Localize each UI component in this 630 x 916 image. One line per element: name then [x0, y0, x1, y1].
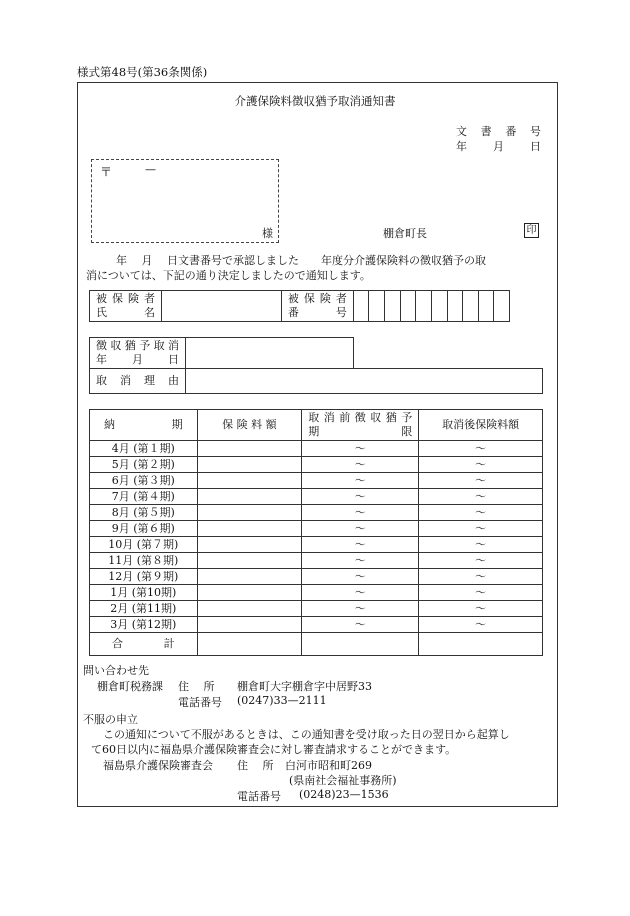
before-cell[interactable]: 〜: [302, 521, 419, 537]
header-premium: 保 険 料 額: [197, 410, 302, 441]
contact-phone: (0247)33—2111: [237, 694, 327, 707]
insured-number-digit[interactable]: [369, 291, 385, 322]
total-label: 合 計: [90, 633, 198, 656]
after-cell[interactable]: 〜: [419, 601, 543, 617]
cancel-date-field[interactable]: [186, 338, 354, 369]
total-after[interactable]: [419, 633, 543, 656]
insured-number-digit[interactable]: [494, 291, 510, 322]
before-cell[interactable]: 〜: [302, 489, 419, 505]
insured-number-digit[interactable]: [447, 291, 463, 322]
before-cell[interactable]: 〜: [302, 537, 419, 553]
table-row: [90, 537, 543, 553]
period-cell: 5月 (第２期): [90, 457, 198, 473]
postal-dash: —: [145, 163, 156, 176]
insured-number-digit[interactable]: [431, 291, 447, 322]
period-cell: 1月 (第10期): [90, 585, 198, 601]
after-cell[interactable]: 〜: [419, 521, 543, 537]
premium-cell[interactable]: [197, 569, 302, 585]
period-cell: 7月 (第４期): [90, 489, 198, 505]
form-number: 様式第48号(第36条関係): [77, 65, 208, 79]
after-cell[interactable]: 〜: [419, 489, 543, 505]
premium-cell[interactable]: [197, 537, 302, 553]
issuer-name: 棚倉町長: [383, 227, 427, 240]
cancel-date-label: 徴収猶予取消 年 月 日: [90, 338, 186, 369]
period-cell: 8月 (第５期): [90, 505, 198, 521]
cancel-reason-label: 取 消 理 由: [90, 369, 186, 394]
table-row: [90, 585, 543, 601]
premium-cell[interactable]: [197, 553, 302, 569]
table-row: [90, 569, 543, 585]
total-before[interactable]: [302, 633, 419, 656]
before-cell[interactable]: 〜: [302, 617, 419, 633]
after-cell[interactable]: 〜: [419, 553, 543, 569]
after-cell[interactable]: 〜: [419, 457, 543, 473]
contact-address: 棚倉町大字棚倉字中居野33: [237, 680, 372, 693]
header-deferral-deadline: 取消前徴収猶予 期 限: [302, 410, 419, 441]
period-cell: 9月 (第６期): [90, 521, 198, 537]
contact-phone-label: 電話番号: [178, 696, 222, 709]
premium-cell[interactable]: [197, 585, 302, 601]
recipient-suffix: 様: [262, 227, 273, 240]
appeal-org: 福島県介護保険審査会: [103, 759, 213, 772]
after-cell[interactable]: 〜: [419, 473, 543, 489]
before-cell[interactable]: 〜: [302, 585, 419, 601]
header-premium-after: 取消後保険料額: [419, 410, 543, 441]
after-cell[interactable]: 〜: [419, 537, 543, 553]
premium-cell[interactable]: [197, 505, 302, 521]
premium-cell[interactable]: [197, 489, 302, 505]
insured-number-digit[interactable]: [353, 291, 369, 322]
before-cell[interactable]: 〜: [302, 601, 419, 617]
after-cell[interactable]: 〜: [419, 617, 543, 633]
period-cell: 6月 (第３期): [90, 473, 198, 489]
table-row: [90, 505, 543, 521]
after-cell[interactable]: 〜: [419, 585, 543, 601]
table-row: [90, 489, 543, 505]
premium-cell[interactable]: [197, 617, 302, 633]
appeal-address-sub: (県南社会福祉事務所): [289, 774, 397, 787]
after-cell[interactable]: 〜: [419, 441, 543, 457]
before-cell[interactable]: 〜: [302, 473, 419, 489]
period-cell: 2月 (第11期): [90, 601, 198, 617]
before-cell[interactable]: 〜: [302, 569, 419, 585]
document-number-label: 文 書 番 号: [456, 125, 541, 138]
table-row: [90, 441, 543, 457]
period-cell: 4月 (第１期): [90, 441, 198, 457]
appeal-address-label: 住 所: [237, 759, 274, 772]
body-line-2: 消については、下記の通り決定しましたので通知します。: [86, 269, 371, 282]
cancel-reason-table: [89, 368, 543, 394]
insured-table: [89, 290, 510, 322]
before-cell[interactable]: 〜: [302, 441, 419, 457]
premium-cell[interactable]: [197, 473, 302, 489]
cancel-reason-field[interactable]: [186, 369, 543, 394]
address-box[interactable]: [91, 159, 279, 243]
appeal-text-1: この通知について不服があるときは、この通知書を受け取った日の翌日から起算し: [103, 728, 510, 741]
insured-number-digit[interactable]: [463, 291, 479, 322]
before-cell[interactable]: 〜: [302, 505, 419, 521]
table-row: [90, 617, 543, 633]
insured-name-label: 被保険者 氏 名: [90, 291, 162, 322]
premium-cell[interactable]: [197, 601, 302, 617]
insured-number-digit[interactable]: [416, 291, 432, 322]
before-cell[interactable]: 〜: [302, 553, 419, 569]
appeal-heading: 不服の申立: [83, 713, 138, 726]
seal-mark: 印: [524, 223, 539, 238]
insured-number-digit[interactable]: [385, 291, 401, 322]
table-row: [90, 521, 543, 537]
after-cell[interactable]: 〜: [419, 505, 543, 521]
insured-name-field[interactable]: [162, 291, 282, 322]
contact-office: 棚倉町税務課: [97, 680, 163, 693]
table-row: [90, 553, 543, 569]
premium-cell[interactable]: [197, 441, 302, 457]
header-period: 納 期: [90, 410, 198, 441]
table-row: [90, 601, 543, 617]
body-line-1: 年 月 日文書番号で承認しました 年度分介護保険料の徴収猶予の取: [116, 254, 486, 267]
premium-cell[interactable]: [197, 457, 302, 473]
appeal-address: 白河市昭和町269: [285, 759, 372, 772]
insured-number-digit[interactable]: [400, 291, 416, 322]
period-cell: 11月 (第８期): [90, 553, 198, 569]
table-row: [90, 457, 543, 473]
cancel-date-table: [89, 337, 354, 369]
appeal-phone-label: 電話番号: [237, 790, 281, 803]
after-cell[interactable]: 〜: [419, 569, 543, 585]
period-cell: 3月 (第12期): [90, 617, 198, 633]
total-premium[interactable]: [197, 633, 302, 656]
contact-heading: 問い合わせ先: [83, 664, 149, 677]
page-title: 介護保険料徴収猶予取消通知書: [234, 94, 396, 108]
premium-cell[interactable]: [197, 521, 302, 537]
contact-address-label: 住 所: [178, 680, 215, 693]
appeal-phone: (0248)23—1536: [299, 788, 389, 801]
date-label: 年 月 日: [456, 140, 541, 153]
period-cell: 10月 (第７期): [90, 537, 198, 553]
installment-table: [89, 409, 543, 656]
insured-number-digit[interactable]: [478, 291, 494, 322]
period-cell: 12月 (第９期): [90, 569, 198, 585]
insured-number-label: 被保険者 番 号: [281, 291, 353, 322]
postal-mark: 〒: [100, 165, 113, 179]
table-row: [90, 473, 543, 489]
before-cell[interactable]: 〜: [302, 457, 419, 473]
appeal-text-2: て60日以内に福島県介護保険審査会に対し審査請求することができます。: [91, 743, 457, 756]
